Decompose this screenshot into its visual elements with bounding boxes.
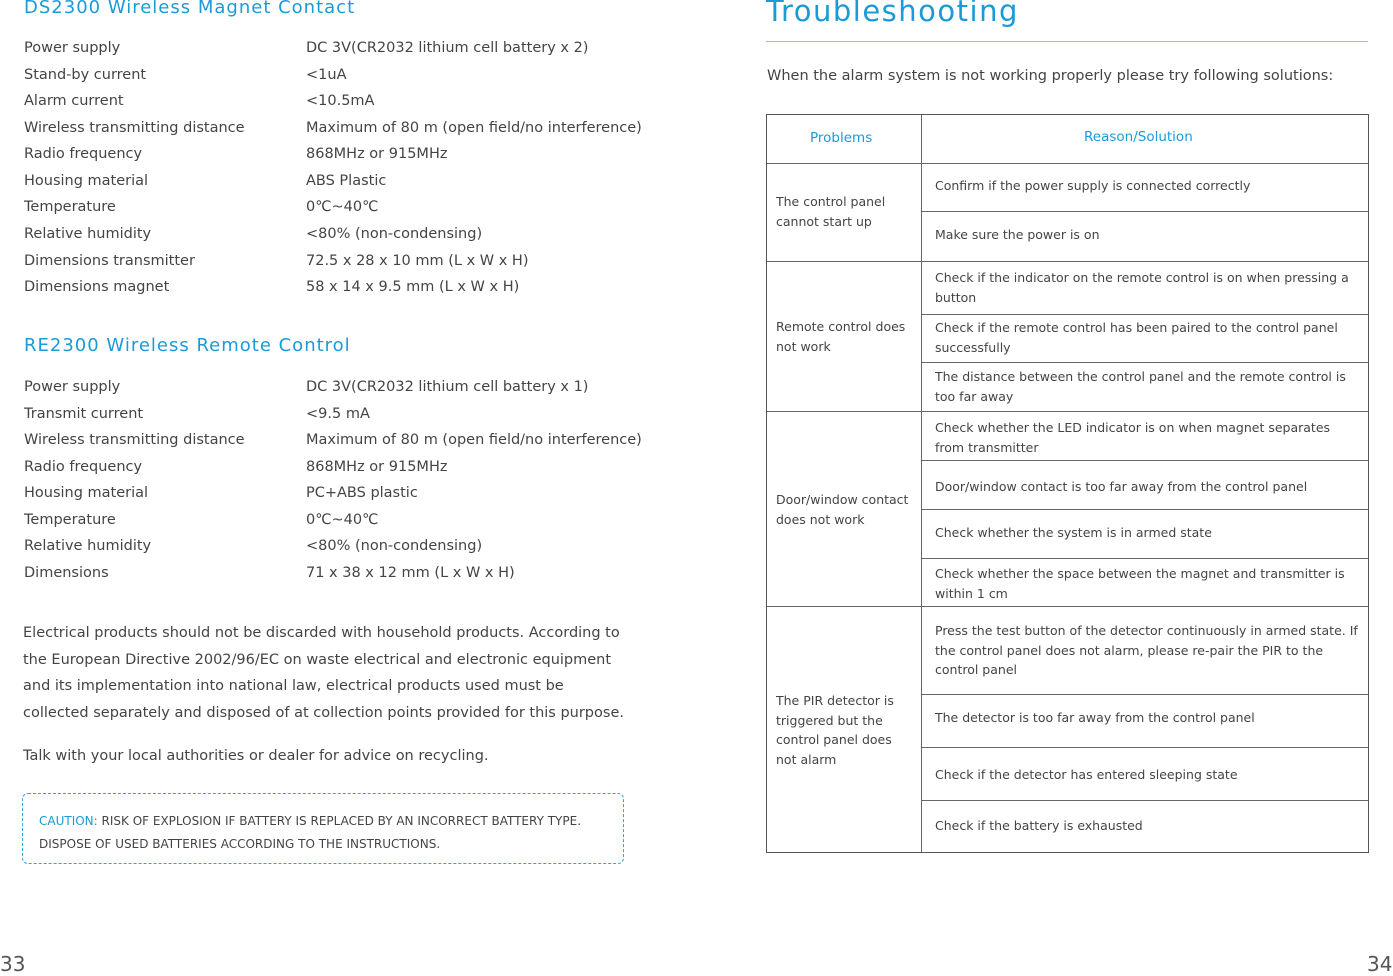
spec-label: Dimensions [24,565,109,581]
spec-row [24,226,664,252]
group-divider [767,261,1368,262]
spec-row [24,199,664,225]
spec-label: Transmit current [24,406,144,422]
spec-label: Temperature [24,512,116,528]
solution-cell: The detector is too far away from the control panel [935,710,1255,725]
spec-row [24,565,664,591]
spec-value: ABS Plastic [306,173,387,189]
spec-value: Maximum of 80 m (open field/no interference) [306,432,642,448]
spec-row [24,279,664,305]
spec-row [24,93,664,119]
spec-value: <1uA [306,67,347,83]
spec-value: <80% (non-condensing) [306,226,483,242]
spec-label: Wireless transmitting distance [24,432,245,448]
spec-row [24,120,664,146]
caution-box [22,793,624,864]
spec-label: Housing material [24,485,149,501]
solution-cell: Check whether the LED indicator is on when magnet separates from transmitter [935,420,1331,455]
troubleshooting-intro: When the alarm system is not working properly please try following solutions: [767,68,1334,84]
spec-label: Housing material [24,173,149,189]
spec-row [24,253,664,279]
spec-value: 868MHz or 915MHz [306,459,448,475]
problem-cell: Remote control does not work [776,319,906,354]
spec-row [24,485,664,511]
row-divider [921,314,1368,315]
remote-section-title: RE2300 Wireless Remote Control [24,335,351,356]
solution-cell: Check if the battery is exhausted [935,818,1143,833]
spec-label: Power supply [24,379,121,395]
group-divider [767,411,1368,412]
page-number-right: 34 [1367,952,1393,976]
spec-row [24,146,664,172]
spec-value: DC 3V(CR2032 lithium cell battery x 2) [306,40,589,56]
spec-value: DC 3V(CR2032 lithium cell battery x 1) [306,379,589,395]
spec-label: Radio frequency [24,146,143,162]
caution-text-1: RISK OF EXPLOSION IF BATTERY IS REPLACED BY AN INCORRECT BATTERY TYPE. [97,814,582,828]
row-divider [921,509,1368,510]
column-divider [921,115,922,852]
solution-cell: Door/window contact is too far away from the control panel [935,479,1308,494]
spec-label: Dimensions transmitter [24,253,195,269]
recycling-note: Talk with your local authorities or dealer for advice on recycling. [23,748,489,764]
header-problems: Problems [810,130,873,146]
caution-label: CAUTION: [39,814,98,828]
header-divider [767,163,1368,164]
spec-value: 72.5 x 28 x 10 mm (L x W x H) [306,253,529,269]
spec-label: Dimensions magnet [24,279,170,295]
magnet-section-title: DS2300 Wireless Magnet Contact [24,0,356,18]
spec-row [24,512,664,538]
spec-label: Stand-by current [24,67,147,83]
row-divider [921,800,1368,801]
caution-line-1 [39,810,623,833]
disposal-paragraph: Electrical products should not be discarded with household products. According to the European Directive 2002/96/EC on waste electrical and electronic equipment and its implementation into national law, electrical products used must be collected separately and disposed of at collection points provided for this purpose. [23,625,624,721]
spec-row [24,379,664,405]
spec-row [24,406,664,432]
row-divider [921,362,1368,363]
spec-label: Radio frequency [24,459,143,475]
spec-value: <80% (non-condensing) [306,538,483,554]
spec-label: Temperature [24,199,116,215]
spec-row [24,459,664,485]
group-divider [767,606,1368,607]
spec-value: <10.5mA [306,93,375,109]
row-divider [921,558,1368,559]
caution-line-2: DISPOSE OF USED BATTERIES ACCORDING TO THE INSTRUCTIONS. [39,837,441,851]
solution-cell: Check whether the system is in armed state [935,525,1212,540]
spec-row [24,40,664,66]
spec-value: Maximum of 80 m (open field/no interference) [306,120,642,136]
spec-label: Power supply [24,40,121,56]
spec-value: 868MHz or 915MHz [306,146,448,162]
spec-row [24,173,664,199]
header-solution: Reason/Solution [1084,129,1193,145]
spec-label: Wireless transmitting distance [24,120,245,136]
solution-cell: Check if the indicator on the remote control is on when pressing a button [935,270,1349,305]
spec-row [24,67,664,93]
problem-cell: Door/window contact does not work [776,492,909,527]
solution-cell: Check if the detector has entered sleeping state [935,767,1238,782]
spec-value: 0℃~40℃ [306,512,379,528]
problem-cell: The control panel cannot start up [776,194,886,229]
troubleshooting-table [766,114,1369,853]
spec-row [24,538,664,564]
solution-cell: Make sure the power is on [935,227,1100,242]
problem-cell: The PIR detector is triggered but the control panel does not alarm [776,693,894,767]
spec-label: Alarm current [24,93,124,109]
solution-cell: The distance between the control panel and the remote control is too far away [935,369,1346,404]
troubleshooting-title: Troubleshooting [766,0,1019,28]
solution-cell: Check if the remote control has been paired to the control panel successfully [935,320,1338,355]
spec-label: Relative humidity [24,226,152,242]
row-divider [921,460,1368,461]
title-divider [766,41,1368,42]
row-divider [921,747,1368,748]
spec-value: 0℃~40℃ [306,199,379,215]
solution-cell: Press the test button of the detector continuously in armed state. If the control panel does not alarm, please re-pair the PIR to the control panel [935,623,1358,677]
solution-cell: Check whether the space between the magnet and transmitter is within 1 cm [935,566,1345,601]
row-divider [921,694,1368,695]
solution-cell: Confirm if the power supply is connected correctly [935,178,1251,193]
spec-value: 71 x 38 x 12 mm (L x W x H) [306,565,515,581]
spec-label: Relative humidity [24,538,152,554]
spec-value: <9.5 mA [306,406,370,422]
spec-value: 58 x 14 x 9.5 mm (L x W x H) [306,279,520,295]
spec-row [24,432,664,458]
spec-value: PC+ABS plastic [306,485,418,501]
row-divider [921,211,1368,212]
page-number-left: 33 [0,952,26,976]
